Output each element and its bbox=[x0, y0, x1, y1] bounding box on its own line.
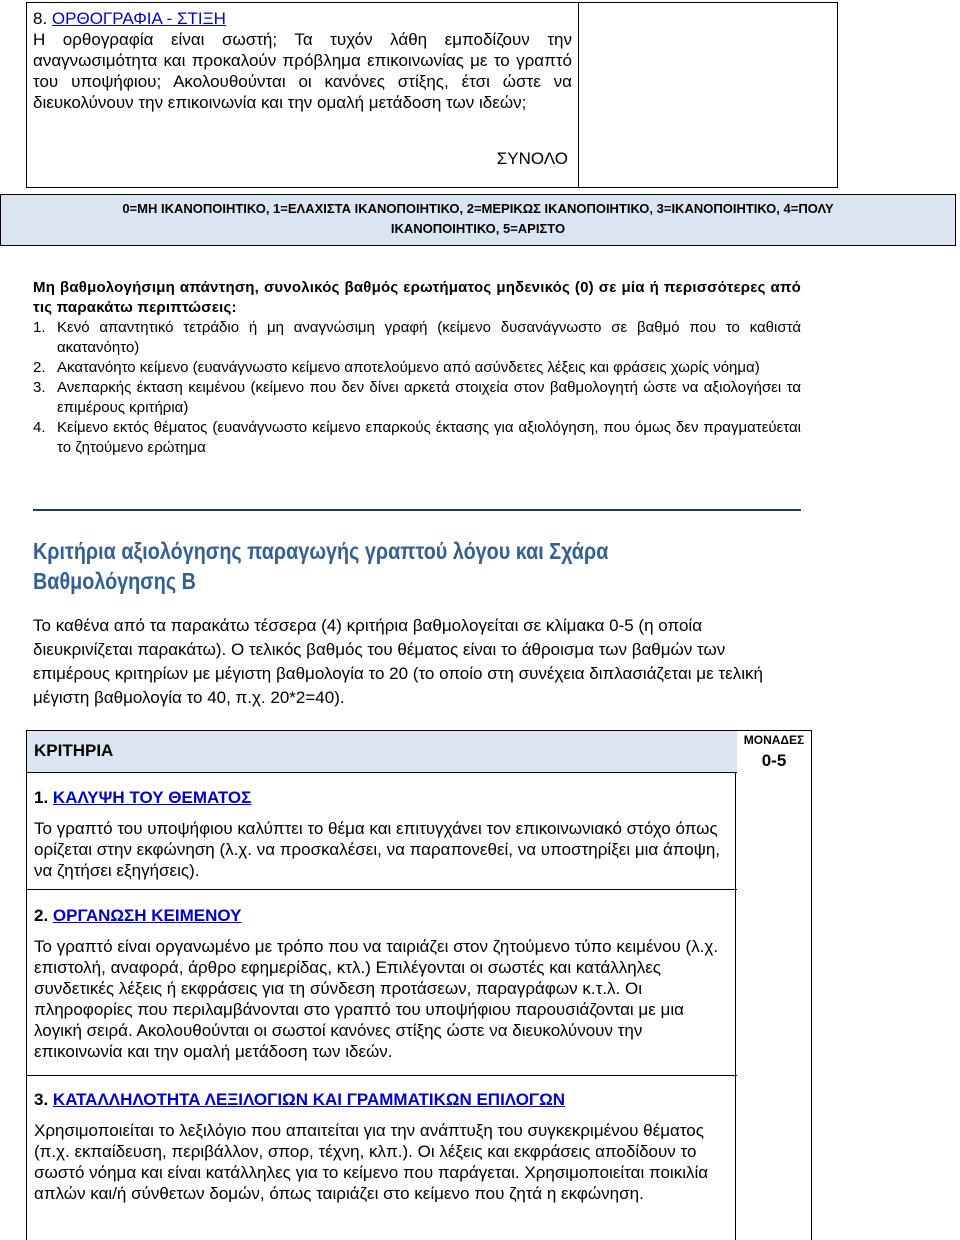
units-range: 0-5 bbox=[761, 751, 787, 770]
page-title-line-1: Κριτήρια αξιολόγησης παραγωγής γραπτού λόγου και Σχάρα bbox=[33, 538, 609, 564]
page-title-line-2: Βαθμολόγησης Β bbox=[33, 568, 196, 594]
criterion-8-cell bbox=[26, 2, 579, 188]
case-text: Ανεπαρκής έκταση κειμένου (κείμενο που δεν δίνει αρκετά στοιχεία στον βαθμολογητή ώστε να αξιολογήσει τα επιμέρους κριτήρια) bbox=[57, 379, 801, 416]
criteria-table bbox=[26, 730, 812, 1240]
criterion-2-number: 2. bbox=[34, 906, 49, 925]
units-column bbox=[736, 730, 812, 1240]
criterion-1-link[interactable]: ΚΑΛΥΨΗ ΤΟΥ ΘΕΜΑΤΟΣ bbox=[52, 788, 252, 807]
criterion-2 bbox=[34, 905, 724, 1062]
case-number: 3. bbox=[33, 379, 46, 396]
criterion-2-link[interactable]: ΟΡΓΑΝΩΣΗ ΚΕΙΜΕΝΟΥ bbox=[52, 906, 242, 925]
case-number: 4. bbox=[33, 419, 46, 436]
criterion-2-title bbox=[34, 905, 724, 927]
criterion-3-title bbox=[34, 1089, 724, 1111]
criteria-column bbox=[26, 730, 736, 1240]
intro-paragraph: Το καθένα από τα παρακάτω τέσσερα (4) κριτήρια βαθμολογείται σε κλίμακα 0-5 (η οποία διευκρινίζεται παρακάτω). Ο τελικός βαθμός του θέματος είναι το άθροισμα των βαθμών των επιμέρους κριτηρίων με μέγιστη βαθμολογία το 20 (το οποίο στη συνέχεια διπλασιάζεται με τελική μέγιστη βαθμολογία το 40, π.χ. 20*2=40). bbox=[33, 616, 763, 707]
case-number: 2. bbox=[33, 359, 46, 376]
criterion-1-number: 1. bbox=[34, 788, 49, 807]
scale-legend-line-2: ΙΚΑΝΟΠΟΙΗΤΙΚΟ, 5=ΑΡΙΣΤΟ bbox=[390, 221, 566, 236]
criterion-1 bbox=[34, 787, 724, 881]
list-item bbox=[33, 318, 801, 358]
case-text: Κείμενο εκτός θέματος (ευανάγνωστο κείμενο επαρκούς έκτασης για αξιολόγηση, που όμως δεν πραγματεύεται το ζητούμενο ερώτημα bbox=[57, 419, 801, 456]
units-label: ΜΟΝΑΔΕΣ bbox=[743, 733, 805, 747]
case-number: 1. bbox=[33, 319, 46, 336]
criterion-1-text: Το γραπτό του υποψήφιου καλύπτει το θέμα και επιτυγχάνει τον επικοινωνιακό στόχο όπως ορίζεται στην εκφώνηση (λ.χ. να προσκαλέσει, να παραπονεθεί, να υποστηρίξει μια άποψη, να ζητήσει εξηγήσεις). bbox=[34, 819, 721, 880]
scale-legend-line-1: 0=ΜΗ ΙΚΑΝΟΠΟΙΗΤΙΚΟ, 1=ΕΛΑΧΙΣΤΑ ΙΚΑΝΟΠΟΙΗΤΙΚΟ, 2=ΜΕΡΙΚΩΣ ΙΚΑΝΟΠΟΙΗΤΙΚΟ, 3=ΙΚΑΝΟΠΟΙΗΤΙΚΟ, 4=ΠΟΛΥ bbox=[122, 201, 834, 216]
notes-intro: Μη βαθμολογήσιμη απάντηση, συνολικός βαθμός ερωτήματος μηδενικός (0) σε μία ή περισσότερες από τις παρακάτω περιπτώσεις: bbox=[33, 279, 801, 316]
list-item bbox=[33, 378, 801, 418]
criterion-8-title-link[interactable]: ΟΡΘΟΓΡΑΦΙΑ - ΣΤΙΞΗ bbox=[51, 9, 226, 28]
criterion-3-link[interactable]: ΚΑΤΑΛΛΗΛΟΤΗΤΑ ΛΕΞΙΛΟΓΙΩΝ ΚΑΙ ΓΡΑΜΜΑΤΙΚΩΝ ΕΠΙΛΟΓΩΝ bbox=[52, 1090, 566, 1109]
criterion-1-title bbox=[34, 787, 724, 809]
non-gradable-notes bbox=[33, 278, 801, 458]
scale-legend bbox=[0, 194, 956, 246]
criterion-3-number: 3. bbox=[34, 1090, 49, 1109]
criterion-3 bbox=[34, 1089, 724, 1204]
criterion-8-title bbox=[33, 8, 572, 29]
criterion-8-score-cell bbox=[579, 2, 838, 188]
criterion-8-number: 8. bbox=[33, 9, 48, 28]
row-divider bbox=[27, 1075, 737, 1076]
criteria-header-label: ΚΡΙΤΗΡΙΑ bbox=[34, 741, 114, 760]
case-text: Ακατανόητο κείμενο (ευανάγνωστο κείμενο αποτελούμενο από ασύνδετες λέξεις και φράσεις χωρίς νόημα) bbox=[57, 359, 760, 376]
total-label: ΣΥΝΟΛΟ bbox=[496, 149, 568, 168]
list-item bbox=[33, 418, 801, 458]
criterion-3-text: Χρησιμοποιείται το λεξιλόγιο που απαιτείται για την ανάπτυξη του συγκεκριμένου θέματος (π.χ. εκπαίδευση, περιβάλλον, σπορ, τέχνη, κλπ.). Οι λέξεις και εκφράσεις αποδίδουν το σωστό νόημα και είναι κατάλληλες για το κείμενο που παράγεται. Χρησιμοποιείται ποικιλία απλών και/ή σύνθετων δομών, όπως ταιριάζει στο κείμενο που ζητά η εκφώνηση. bbox=[34, 1121, 709, 1203]
list-item bbox=[33, 358, 801, 378]
case-text: Κενό απαντητικό τετράδιο ή μη αναγνώσιμη γραφή (κείμενο δυσανάγνωστο σε βαθμό που το καθιστά ακατανόητο) bbox=[57, 319, 801, 356]
row-divider bbox=[27, 889, 737, 890]
criterion-8-description: Η ορθογραφία είναι σωστή; Τα τυχόν λάθη εμποδίζουν την αναγνωσιμότητα και προκαλούν πρόβλημα επικοινωνίας με το γραπτό του υποψήφιου; Ακολουθούνται οι κανόνες στίξης, έτσι ώστε να διευκολύνουν την επικοινωνία και την ομαλή μετάδοση των ιδεών; bbox=[33, 30, 572, 112]
criteria-header bbox=[27, 731, 737, 773]
section-divider bbox=[33, 509, 801, 511]
page-title bbox=[33, 536, 635, 596]
criterion-2-text: Το γραπτό είναι οργανωμένο με τρόπο που να ταιριάζει στον ζητούμενο τύπο κειμένου (λ.χ. επιστολή, αναφορά, άρθρο εφημερίδας, κτλ.) Επιλέγονται οι σωστές και κατάλληλες συνδετικές λέξεις ή εκφράσεις για τη σύνδεση προτάσεων, παραγράφων κ.τ.λ. Οι πληροφορίες που περιλαμβάνονται στο γραπτό του υποψήφιου παρουσιάζονται με μια λογική σειρά. Ακολουθούνται οι σωστοί κανόνες στίξης ώστε να διευκολύνουν την επικοινωνία και την ομαλή μετάδοση των ιδεών. bbox=[34, 937, 719, 1061]
